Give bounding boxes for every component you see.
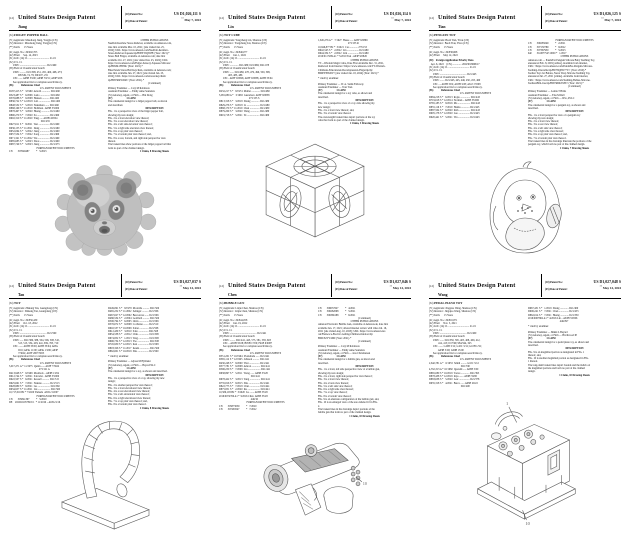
document-title: United States Design Patent [438,282,516,289]
patent-title: FIDGET POPPER BALL [14,33,49,37]
term-star: ** [181,17,184,21]
right-column: D967,431 S * 1/2019 Zhang ............. D21/400 D906,241 S * 7/2021 Chen ............... D21/453 D862,614 S * 7/2021 Huang ............. D21/330 2016/0067862 A1 * 4/2016 Lin .. A63H 33/006 446/297 * cited by examiner Primary Examiner — Mikki L Bayard (74) Attorney, Agent, or Firm — Birchwood IP (57) CLAIM The ornamental design for a pedal piano toy, as shown and described. DESCRIPTION FIG. 9 is an magnified portion as designated in FIG. 1 thereof; and, FIG. 10 is another magnified portion as designated in FIG. 1 thereof. The long-dash broken lines depict bounds and the indicia of the magnified portions and form no part of the claimed design. 1 Claim, 10 Drawing Sheets [528,307,591,377]
patent-number: US D1,026,125 S [593,11,621,16]
patent-body [429,38,621,150]
patent-number: US D1,027,046 S [383,279,411,284]
kind-code: (12) [219,284,224,288]
document-title: United States Design Patent [228,282,306,289]
patent-page-tian [420,0,630,268]
inventor-surname: Chen [228,292,237,297]
patent-body [219,306,411,418]
figure-area [219,125,411,266]
header-left [219,6,331,29]
patent-page-chen [210,268,420,536]
header-right [121,6,201,29]
patent-date: May 14, 2024 [392,286,411,291]
left-column: (71) Applicant: Miaohong Jiang, Yongjia (CN) (72) Inventor: Miaohong Jiang, Yongjia (CN) (**) Term: 15 Years (21) Appl. No.: 29/902,705 (22) Filed: Sep. 14, 2023 (51) LOC (14) Cl. ................................ 21-01 (52) U.S. Cl. USPC ......................................... D21/460 (58) Field of Classification Search USPC ......... D21/308, 451, 455, 460, 468, 473; D8/349, 74, 79; D9/207, 231 CPC ...... A63H 33/00; A63H 33/31; A63F 9/08 See application file for complete search history. (56) References Cited U.S. PATENT DOCUMENTS D187,415 S * 3/1960 Arnold ............. D21/460 D523,487 S * 6/2006 Laslo ............... D21/460 D576,688 S * 9/2008 Hansen ........... D21/460 D836,722 S * 12/2018 Loh .................. D21/460 D848,532 S * 5/2019 Nakamura ...... D21/460 D868,169 S * 11/2019 Hoffman . A63H 33/006 D878,497 S * 3/2020 Huang ............. D21/460 D890,270 S * 7/2020 Su ................... D21/460 D902,310 S * 11/2020 Yang ..... A63B 43/004 D21/455 D927,611 S * 8/2021 Tsai ................. D21/460 D936,155 S * 11/2021 Deng ............... D21/460 D952,064 S * 5/2022 Jiang ............... D21/460 D957,534 S * 7/2022 Song ............... D21/460 D971,341 S * 11/2022 Wu .................. D21/460 D985,683 S * 5/2023 Zhou ............... D21/460 D987,749 S * 5/2023 Jiang ............... D21/473 FOREIGN PATENT DOCUMENTS CN 307649487 * 5/2023 [9,39,75,153]
patent-no-label: (10) Patent No.: [335,12,354,16]
patent-number: US D1,027,037 S [173,279,201,284]
header-right [121,274,201,297]
figure-area [9,410,201,534]
patent-body [429,306,621,388]
right-column: CN 306057627 * 4/2021 CN 306282098 * 5/2021 CN 306366188 * 6/2021 (Continued) OTHER PUBLICATIONS Amazon Electronic Bubble Gun, available on Amazon.de, date first available Jan. 17, 2021; offered internet review with video Jul. 16, 2021 [site visited Aug. 10, 2023]; URL: https://www.amazon.de/- /en/Flakwoce-Electric-Gatling-Children-Outdoor/dp/ B09C82VV4D6/ (Year: 2021).* (Continued) Primary Examiner — Cary M Robinson Assistant Examiner — Emily Anne Saunders (74) Attorney, Agent, or Firm — Jess Christiansen (57) CLAIM The ornamental design for a bubble gun, as shown and described. DESCRIPTION FIG. 1 is a front, left side perspective view of a bubble gun, showing my new design; FIG. 2 is a front, right side perspective view thereof; FIG. 3 is a front view thereof; FIG. 4 is a back view thereof; FIG. 5 is a left side view thereof; FIG. 6 is a right side view thereof; FIG. 7 is a top view thereof; FIG. 8 is a bottom view thereof; FIG. 9 is an alternate configuration of the bubble gun; and, FIG. 10 is an enlarged view of the area labeled 10 in FIG. 2. The broken lines in the drawings depict portions of the bubble gun that form no part of the claimed design. 1 Claim, 10 Drawing Sheets [318,307,389,418]
inventor-surname: Tan [18,292,25,297]
header-right [541,274,621,297]
header-left [429,6,541,29]
kind-code: (12) [429,16,434,20]
date-label: (45) Date of Patent: [335,19,358,23]
patent-no-label: (10) Patent No.: [545,280,564,284]
patent-body [9,38,201,153]
title-line: (54) PENGUIN TOY [429,33,456,37]
kind-code: (12) [9,16,14,20]
document-title: United States Design Patent [228,14,306,21]
figure-arch-toy [52,413,158,531]
figure-toy-cube [257,138,373,254]
document-title: United States Design Patent [18,14,96,21]
kind-code: (12) [429,284,434,288]
header-right [331,6,411,29]
patent-header [9,274,201,299]
patent-number: US D1,027,048 S [593,279,621,284]
figure-area [9,153,201,266]
date-label: (45) Date of Patent: [125,19,148,23]
title-line: (54) TOY [9,301,21,305]
patent-body [219,38,411,125]
patent-page-lin [210,0,420,268]
term-star: ** [599,285,603,289]
patent-page-tan [0,268,210,536]
figure-bubble-gun [255,433,375,519]
date-label: (45) Date of Patent: [545,19,568,23]
term-star: ** [601,17,604,21]
right-column: D249,091 S * 8/1978 McArdle .......... D21/506 D465,252 S * 11/2002 Zelinger .......... D21/506 D467,627 S * 12/2002 Bear Acres ...... D21/506 D486,534 S * 2/2004 Goldfarb .......... D21/506 D506,794 S * 6/2005 Onda ............... D21/506 D576,672 S * 9/2008 Cochrane ........ D21/510 D602,537 S * 10/2009 Salter .............. D21/508 D612,439 S * 3/2010 Sabo ............... D21/508 D654,538 S * 2/2012 Chiu ................ D21/508 D674,852 S * 1/2013 Tang ................ D21/508 D696,734 S * 12/2013 Yao .................. D21/508 D745,930 S * 12/2015 Kan ................. D21/508 D803,326 S * 11/2017 Keum ............... D21/560 D862,601 S * 10/2019 Zhu ................. D21/560 * cited by examiner Primary Examiner — Alyssa M Hylinski (74) Attorney, Agent, or Firm — Bayes PLLC (57) CLAIM The ornamental design for a toy, as shown and described. DESCRIPTION FIG. 1 is a perspective view of a toy, showing my new design; FIG. 2 is another perspective view thereof; FIG. 3 is a front elevational view thereof; FIG. 4 is a rear elevational view thereof; FIG. 5 is a left elevational view thereof; FIG. 6 is a right elevational view thereof; FIG. 7 is a top plan view thereof; and, FIG. 8 is a bottom plan view thereof. 1 Claim, 8 Drawing Sheets [108,307,170,410]
title-line: (54) BUBBLE GUN [219,301,245,305]
kind-code: (12) [219,16,224,20]
patent-no-label: (10) Patent No.: [125,12,144,16]
patent-date: May 7, 2024 [184,18,201,23]
patent-no-label: (10) Patent No.: [125,280,144,284]
patent-no-label: (10) Patent No.: [335,280,354,284]
svg-text:10: 10 [362,481,367,486]
patent-header [9,6,201,31]
left-column: (71) Applicant: Baoli Tian, Yiwu (CN) (72) Inventor: Baoli Tian, Yiwu (CN) (**) Term: 15 Years (21) Appl. No.: 29/838,668 (22) Filed: May 12, 2022 (30) Foreign Application Priority Data Apr. 6, 2022 (CN) .............. 202230186663.7 (51) LOC (14) Cl. ................................ 21-01 (52) U.S. Cl. USPC ......................................... D21/443 (58) Field of Classification Search USPC ....... D21/443, 445, 446, 450, 455, 460 CPC .... A63H 3/02; A63H 3/28; A61J 17/008 See application file for complete search history. (56) References Cited U.S. PATENT DOCUMENTS D684,218 S * 6/2013 Rojas ............... D21/443 D719,618 S * 12/2014 Norman .. A63H 33/006 D765,185 S * 8/2016 Ma ................... D21/443 D855,116 S * 7/2019 Hanna ............. D21/443 D887,504 S * 6/2020 Kim ................. D21/443 D905,178 S * 12/2020 Luo ................. D21/443 D920,441 S * 5/2021 Wu .................. D21/443 [429,39,492,119]
right-column: OTHER PUBLICATIONS NeeDoh Kershaw Stress Reliever, available on Amazon.com, date first available Mar. 10, 2021; [site visited Jan. 25, 2022]; URL: https://www.amazon.com/NeeDoh-Kershaw- Stress-Reliever-Squeeze/dp/B08Y3JQ5WB/ (Year: 2021).* Stress Ball Fidget, available on Amazon.com; date first available Oct. 27, 2021; [site visited Jan. 25, 2022]; URL: https://www.amazon.com/Fidget-Sensory-Squeeze-Silicone/ dp/B09JK1HT8K/ (Year: 2021).* Blue Panda Stress Ball Keychain, available on Amazon.com; date first available Jun. 27, 2021; [site visited Jan. 25, 2022]; URL: https://www.amazon.com/stores/keychain/ dp/B097RKWD4T/ (Year: 2021).* (Continued) Primary Examiner — Cary M Robinson Assistant Examiner — Emily Anne Saunders (74) Attorney, Agent, or Firm — Bin Dong (57) CLAIM The ornamental design for a fidget popper ball, as shown and described. DESCRIPTION FIG. 1 is a perspective view of the fidget popper ball, showing my new design; FIG. 2 is a front elevation view thereof; FIG. 3 is a rear elevation view thereof; FIG. 4 is a left side elevation view thereof; FIG. 5 is a right side elevation view thereof; FIG. 6 is a top plan view thereof; FIG. 7 is a bottom plan view thereof; and, FIG. 8 is a rear, bottom, and right side perspective view thereof. The broken lines show portions of the fidget popper ball that form no part of the claimed design. 1 Claim, 8 Drawing Sheets [108,39,172,153]
patent-no-label: (10) Patent No.: [545,12,564,16]
figure-area [219,418,411,534]
patent-page-wang [420,268,630,536]
title-line: (54) TOY CUBE [219,33,240,37]
header-left [9,6,121,29]
header-left [429,274,541,297]
title-line: (54) FIDGET POPPER BALL [9,33,49,37]
document-title: United States Design Patent [438,14,516,21]
left-column: (71) Applicant: Zhikang Tan, Guangdong (CN) (72) Inventor: Zhikang Tan, Guangdong (CN) (**) Term: 15 Years (21) Appl. No.: 29/856,439 (22) Filed: Oct. 18, 2022 (51) LOC (14) Cl. ................................ 21-01 (52) U.S. Cl. USPC ......................................... D21/560 (58) Field of Classification Search USPC ..... D21/386, 388, 504, 506, 508, 510, 513, 515, 534, 403, 441, 659, 763, 719 CPC ....... A63H 33/00; A63H 33/04; A63G 9/16; A63G 11/00; A63G 13/06; A63F 7/3622; A63F 2007/3655 See application file for complete search history. (56) References Cited U.S. PATENT DOCUMENTS 3,917,271 A * 11/1975 Quinn ...... A63F 7/3622 273/121 A D413,948 S * 9/1999 Maddock .. A63H 13/04 D912,744 S * 3/2021 Salvador . A63H 33/006 D922,507 S * 6/2021 Kessell ........... D21/515 D925,661 S * 7/2021 Nakano ........... D21/513 D928,880 S * 8/2021 Gu ................... D21/560 D934,957 S * 11/2021 Liu ................... D21/560 10,717,016 B2 * 7/2020 Yamada A63G 31/007 FOREIGN PATENT DOCUMENTS CN 305841397 * 5/2020 DE 202016105786 U1 * 11/2016 .. A63G 9/16 [9,307,75,405]
left-column: (71) Applicant: Yongcheng Lin, Shantou (CN) (72) Inventor: Yongcheng Lin, Shantou (CN) (**) Term: 15 Years (21) Appl. No.: 29/846,077 (22) Filed: Jun. 1, 2022 (51) LOC (14) Cl. ................................ 21-01 (52) U.S. Cl. USPC ............. D21/480; D21/669; D21/478 (58) Field of Classification Search USPC ...... D21/480, 478, 479, 499, 500, 398, 403, 483, 486 CPC . A63F 9/0826; A63F 9/0838; A63H 33/04 See application file for complete search history. (56) References Cited U.S. PATENT DOCUMENTS D232,217 S * 8/1974 Muller ............. D21/480 3,081,089 A * 3/1963 Gustafson A63F 9/0838 273/153 S D813,318 S * 3/2018 Zhang ............. D21/480 D829,276 S * 9/2018 Li .................... D21/480 D868,170 S * 11/2019 Chen ............... D21/480 D879,209 S * 3/2020 Wang .............. D21/480 D919,718 S * 5/2021 Ye ................... D21/480 [219,39,282,117]
patent-date: May 14, 2024 [182,286,201,291]
patent-title: BUBBLE GUN [224,301,245,305]
inventor-surname: Jiang [18,24,27,29]
patent-title: TOY [14,301,21,305]
svg-text:1: 1 [505,400,509,406]
term-star: ** [389,285,393,289]
kind-code: (12) [9,284,14,288]
patent-header [219,6,411,31]
term-star: ** [179,285,183,289]
figure-area [429,388,621,534]
right-column: 1,645,276 A * 7/1927 Haase ..... A63F 9/0869 273/153 R 10,946,877 B2 * 3/2021 Cao ............ 273/153 D942,545 S * 2/2022 Lin .................. D21/480 D944,334 S * 2/2022 Lim ................. D21/480 2010/0117299 A1 * 5/2010 Tsai . A63F 9/0826 OTHER PUBLICATIONS YT—Wisdom Magic Cube, Date First Available Dec. 31, 2021, Retrieved from Internet <https://www.amazon.com/YT-Wisdom- Childrens-Educational-Decompression-Fingertip/dp/ B09PYP6SDV> [site visited Jan. 18, 2024] (Year: 2021).* * cited by examiner Primary Examiner — W. A. Sadik Falloway Assistant Examiner — Tran Tran (57) CLAIM The ornamental design for a toy cube, as shown and described. DESCRIPTION FIG. 1 is a perspective view of a toy cube showing my new design; FIG. 2 is a front view thereof; and, FIG. 3 is a bottom view thereof. The even-length broken lines depict portions of the toy cube that form no part of the claimed design. 1 Claim, 3 Drawing Sheets [318,39,386,126]
figure-penguin-toy [475,158,575,258]
header-left [9,274,121,297]
figure-pedal-piano-toy [464,395,586,527]
patent-header [429,274,621,299]
patent-body [9,306,201,410]
patent-title: PEDAL PIANO TOY [434,301,463,305]
patent-header [429,6,621,31]
patent-page-jiang [0,0,210,268]
header-right [331,274,411,297]
patent-title: PENGUIN TOY [434,33,456,37]
svg-text:10: 10 [525,520,530,526]
figure-area [429,150,621,266]
inventor-surname: Wang [438,292,448,297]
header-right [541,6,621,29]
patent-date: May 7, 2024 [394,18,411,23]
patent-number: US D1,026,114 S [383,11,411,16]
patent-title: TOY CUBE [224,33,240,37]
figure-fidget-popper-ball [53,164,157,256]
date-label: (45) Date of Patent: [335,287,358,291]
patent-header [219,274,411,299]
inventor-surname: Lin [228,24,234,29]
document-title: United States Design Patent [18,282,96,289]
inventor-surname: Tian [438,24,446,29]
header-left [219,274,331,297]
date-label: (45) Date of Patent: [125,287,148,291]
patent-number: US D1,026,111 S [173,11,201,16]
right-column: FOREIGN PATENT DOCUMENTS CN 306285049 * 2/2021 CN 307130789 * 9/2022 CN 307367950 * 5/2023 KR 30-0877547-0000 * 1/2017 OTHER PUBLICATIONS Amazon.com — PandaEar Penguin Silicone Baby Teething Toy, announced Feb. 8, 2019 [online]. Available from internet, URL: <https://www.amazon.com/PandaEar-Penguin-Silicone- Teething-Chewable/dp/B07NQ6W77T/> (Year: 2019).* Teether Toys for Babies, Never Drop Silicone Teething Toy, announced Jul. 27, 2021 [online]. Available from internet, URL: <https://www.amazon.com/Teething-Babies-Silicone- Teether-BPA-free/dp/B097R6K5XH/> (Year: 2021).* (Continued) Primary Examiner — Lamia T Britts Assistant Examiner — Elsa M Rall (74) Attorney, Agent, or Firm — IPro, PLLC (57) CLAIM The ornamental design for a penguin toy, as shown and described. DESCRIPTION FIG. 1 is a front perspective view of a penguin toy showing my new design; FIG. 2 is a front view thereof; FIG. 3 is a rear view thereof; FIG. 4 is a left side view thereof; FIG. 5 is a right side view thereof; FIG. 6 is a top plan view thereof; and, FIG. 7 is a bottom plan view thereof. The broken lines in the drawings illustrate the portions of the penguin toy, which form no part of the claimed design. 1 Claim, 7 Drawing Sheets [528,39,595,150]
date-label: (45) Date of Patent: [545,287,568,291]
patent-date: May 14, 2024 [602,286,621,291]
term-star: ** [391,17,394,21]
left-column: (71) Applicant: Jingqiao Wang, Shantou (CN) (72) Inventor: Jingqiao Wang, Shantou (CN) (**) Term: 15 Years (21) Appl. No.: 29/816,871 (22) Filed: Nov. 5, 2021 (51) LOC (14) Cl. ................................ 21-01 (52) U.S. Cl. USPC ......................................... D21/400 (58) Field of Classification Search USPC ...... D21/330, 395, 405, 408, 409, 412, 414, 415; D17/99; 984/344, 345 CPC ....... G10B 3/12; G10C 3/12; G10H 1/32; A63H 5/00; G09B 15/00 See application file for complete search history. (56) References Cited U.S. PATENT DOCUMENTS 2,642,781 A * 6/1953 Smith ......... G10C 3/12 D21/330 4,352,313 A * 10/1982 Igarashi ..... A63H 5/00 D865,080 S * 10/2019 Torres ............. D21/395 D878,438 S * 12/2019 Inpa ....... A63H 33/00 D883,638 S * 5/2020 Lear ................ D21/378 D935,318 S * 4/2021 Barca ...... A63H 29/22 D21/400 [429,307,492,388]
title-line: (54) PEDAL PIANO TOY [429,301,463,305]
left-column: (71) Applicant: Linjie Chen, Shantou (CN) (72) Inventor: Linjie Chen, Shantou (CN) (**) Term: 15 Years (21) Appl. No.: 29/844,058 (22) Filed: Jun. 19, 2022 (51) LOC (14) Cl. ................................ 21-01 (52) U.S. Cl. USPC ......................................... D21/441 (58) Field of Classification Search USPC ........ D21/441, 443, 575, 581, 583, 603 CPC .. A63H 33/28; B05B 17/00; F41B 9/0087 See application file for complete search history. (56) References Cited U.S. PATENT DOCUMENTS D351,201 S * 10/1994 D'Andrade ...... D21/441 D365,112 S * 12/1995 Johnson .......... D21/441 D430,248 S * 8/2000 Thai ................ D21/441 D577,781 S * 9/2008 Amron ............. D21/441 D596,250 S * 7/2009 Liu ................... D21/441 D638,897 S * 5/2011 Wong ...... A63H 33/28 D21/441 D678,422 S * 3/2013 Tung ................ D21/441 D735,816 S * 8/2015 Zhu ................. D21/441 D822,775 S * 7/2018 Chui ................ D21/441 D875,851 S * 2/2020 Ku ................... D21/441 10,589,193 B2 * 3/2020 Lu ....... A63H 33/28 2016/0074766 A1 * 3/2016 Chan A63H 33/28 446/16 FOREIGN PATENT DOCUMENTS CN 305873059 * 7/2020 CN 307463547 * 7/2022 [219,307,285,411]
patent-date: May 7, 2024 [604,18,621,23]
